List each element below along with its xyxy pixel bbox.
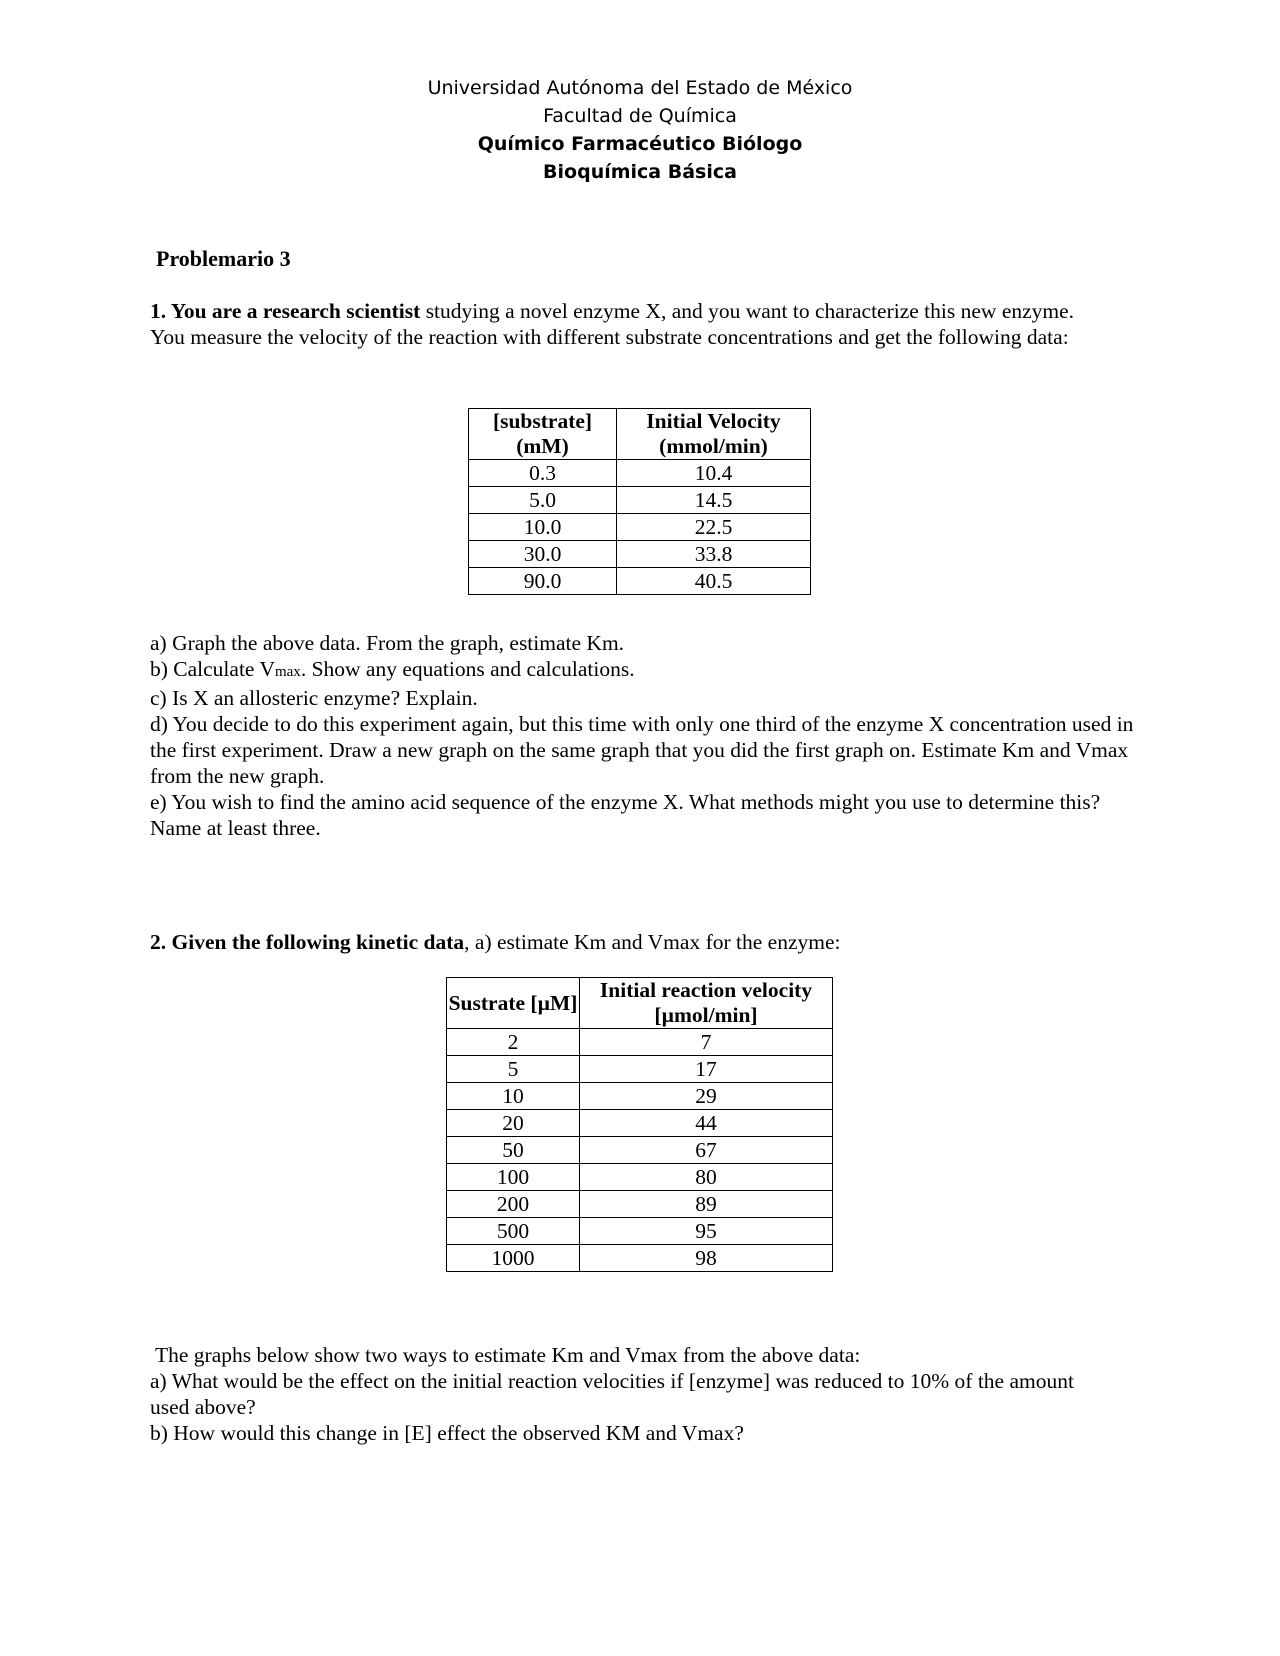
question-b-pre: b) Calculate V — [150, 657, 275, 681]
table-cell: 10.4 — [617, 460, 811, 487]
question-d: d) You decide to do this experiment again, but this time with only one third of the enzyme X concentration used in the first experiment. Draw a new graph on the same graph that you did the first graph on. Estimate Km and Vmax from the new graph. — [150, 712, 1134, 788]
table-cell: 40.5 — [617, 568, 811, 595]
question-a: a) Graph the above data. From the graph, estimate Km. — [150, 631, 625, 655]
table-cell: 5 — [447, 1056, 580, 1083]
table-cell: 500 — [447, 1218, 580, 1245]
graphs-intro: The graphs below show two ways to estimate Km and Vmax from the above data: — [150, 1343, 861, 1367]
university-name: Universidad Autónoma del Estado de México — [427, 77, 853, 99]
question-b-sub: max — [274, 664, 301, 680]
question-b: b) How would this change in [E] effect the observed KM and Vmax? — [150, 1421, 744, 1445]
table-header-substrate: [substrate] (mM) — [469, 409, 617, 460]
table-cell: 33.8 — [617, 541, 811, 568]
table-row — [447, 1164, 833, 1191]
table-cell: 30.0 — [469, 541, 617, 568]
problem1-questions — [150, 630, 1140, 841]
table-cell: 44 — [580, 1110, 833, 1137]
problem-set-title: Problemario 3 — [156, 246, 291, 271]
table-row — [447, 1218, 833, 1245]
question-e: e) You wish to find the amino acid sequence of the enzyme X. What methods might you use to determine this? Name at least three. — [150, 790, 1101, 840]
table-row — [447, 1191, 833, 1218]
table-row — [469, 568, 811, 595]
table-row — [447, 1245, 833, 1272]
question-a: a) What would be the effect on the initial reaction velocities if [enzyme] was reduced to 10% of the amount used above? — [150, 1369, 1074, 1419]
problem2-lead: 2. Given the following kinetic data — [150, 930, 465, 954]
table-header-row — [469, 409, 811, 460]
table-row — [469, 541, 811, 568]
table-cell: 200 — [447, 1191, 580, 1218]
table-cell: 14.5 — [617, 487, 811, 514]
table-header-row — [447, 978, 833, 1029]
table-cell: 20 — [447, 1110, 580, 1137]
table-row — [469, 460, 811, 487]
table-cell: 0.3 — [469, 460, 617, 487]
table-row — [447, 1110, 833, 1137]
table-cell: 95 — [580, 1218, 833, 1245]
problem2-table — [446, 977, 833, 1272]
table-cell: 29 — [580, 1083, 833, 1110]
table-header-substrate: Sustrate [µM] — [447, 978, 580, 1029]
course-name: Bioquímica Básica — [543, 161, 737, 183]
problem1-table — [468, 408, 811, 595]
table-row — [447, 1056, 833, 1083]
table-cell: 90.0 — [469, 568, 617, 595]
table-cell: 1000 — [447, 1245, 580, 1272]
table-cell: 17 — [580, 1056, 833, 1083]
table-cell: 80 — [580, 1164, 833, 1191]
problem2-intro-text: , a) estimate Km and Vmax for the enzyme: — [464, 930, 841, 954]
table-header-velocity: Initial Velocity (mmol/min) — [617, 409, 811, 460]
faculty-name: Facultad de Química — [543, 105, 737, 127]
table-cell: 7 — [580, 1029, 833, 1056]
problem1-lead: 1. You are a research scientist — [150, 299, 421, 323]
table-cell: 5.0 — [469, 487, 617, 514]
table-cell: 98 — [580, 1245, 833, 1272]
table-cell: 67 — [580, 1137, 833, 1164]
table-cell: 10 — [447, 1083, 580, 1110]
table-header-velocity: Initial reaction velocity [µmol/min] — [580, 978, 833, 1029]
table-row — [469, 487, 811, 514]
table-cell: 22.5 — [617, 514, 811, 541]
program-name: Químico Farmacéutico Biólogo — [477, 133, 803, 155]
table-row — [447, 1029, 833, 1056]
table-cell: 2 — [447, 1029, 580, 1056]
question-c: c) Is X an allosteric enzyme? Explain. — [150, 686, 478, 710]
table-row — [447, 1137, 833, 1164]
table-cell: 100 — [447, 1164, 580, 1191]
table-cell: 89 — [580, 1191, 833, 1218]
problem2-intro — [150, 929, 1140, 955]
table-row — [447, 1083, 833, 1110]
problem1-intro — [150, 298, 1080, 350]
problem2-questions — [150, 1342, 1080, 1446]
table-row — [469, 514, 811, 541]
document-header — [0, 74, 1280, 186]
problem1-intro-text: studying a novel enzyme X, and you want to characterize this new enzyme. You measure the velocity of the reaction with different substrate concentrations and get the following data: — [150, 299, 1075, 349]
question-b-post: . Show any equations and calculations. — [300, 657, 635, 681]
question-b — [150, 656, 1140, 685]
table-cell: 10.0 — [469, 514, 617, 541]
table-cell: 50 — [447, 1137, 580, 1164]
